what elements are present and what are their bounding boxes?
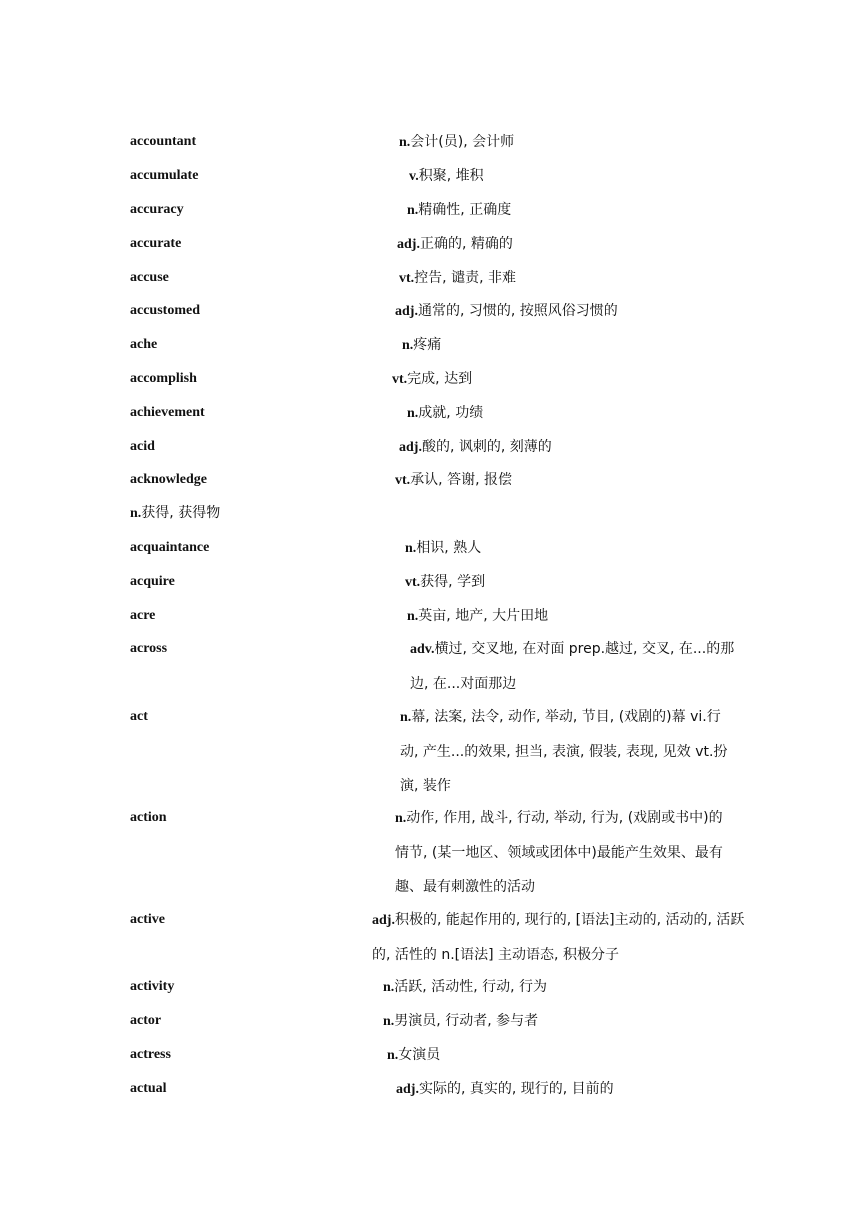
entry-word: accuracy [130, 202, 184, 217]
entry-word: achievement [130, 405, 205, 420]
entry-definition: n.相识, 熟人 [405, 540, 482, 556]
entry-word: across [130, 641, 168, 656]
entry-definition: n.疼痛 [402, 337, 442, 353]
entry-word: actor [130, 1013, 162, 1028]
entry-definition: n.幕, 法案, 法令, 动作, 举动, 节目, (戏剧的)幕 vi.行动, 产生...的效果, 担当, 表演, 假装, 表现, 见效 vt.扮演, 装作 [400, 709, 728, 794]
entry-word: accurate [130, 236, 182, 251]
entry-word: actual [130, 1081, 167, 1096]
entry-definition: adj.正确的, 精确的 [397, 236, 513, 252]
entry-word: acquire [130, 574, 175, 589]
entry-word: acre [130, 608, 156, 623]
entry-word: acquaintance [130, 540, 210, 555]
entry-definition: adj.酸的, 讽刺的, 刻薄的 [399, 439, 552, 455]
entry-word: act [130, 709, 148, 724]
entry-word: acid [130, 439, 155, 454]
entry-word: accomplish [130, 371, 197, 386]
entry-word: accumulate [130, 168, 199, 183]
entry-word: activity [130, 979, 175, 994]
entry-definition: v.积聚, 堆积 [409, 168, 484, 184]
entry-word: acknowledge [130, 472, 207, 487]
entry-word: active [130, 912, 165, 927]
entry-definition: n.女演员 [387, 1047, 441, 1063]
entry-word: actress [130, 1047, 171, 1062]
entry-word: accustomed [130, 303, 200, 318]
entry-definition: n.英亩, 地产, 大片田地 [407, 608, 549, 624]
entry-definition: n.动作, 作用, 战斗, 行动, 举动, 行为, (戏剧或书中)的情节, (某一地区、领域或团体中)最能产生效果、最有趣、最有刺激性的活动 [395, 810, 723, 895]
entry-definition: n.精确性, 正确度 [407, 202, 512, 218]
entry-definition: adv.横过, 交叉地, 在对面 prep.越过, 交叉, 在...的那边, 在...对面那边 [410, 641, 735, 692]
entry-definition: adj.积极的, 能起作用的, 现行的, [语法]主动的, 活动的, 活跃的, 活性的 n.[语法] 主动语态, 积极分子 [372, 912, 745, 963]
entry-definition: vt.完成, 达到 [392, 371, 473, 387]
entry-definition: n.男演员, 行动者, 参与者 [383, 1013, 539, 1029]
entry-definition: n.成就, 功绩 [407, 405, 484, 421]
entry-word: action [130, 810, 167, 825]
entry-word: ache [130, 337, 158, 352]
entry-definition: vt.控告, 谴责, 非难 [399, 270, 516, 286]
entry-definition: adj.实际的, 真实的, 现行的, 目前的 [396, 1081, 614, 1097]
entry-definition: vt.获得, 学到 [405, 574, 486, 590]
entry-definition: n.活跃, 活动性, 行动, 行为 [383, 979, 547, 995]
entry-definition: n.会计(员), 会计师 [399, 134, 515, 150]
entry-definition: vt.承认, 答谢, 报偿 [395, 472, 512, 488]
entry-word: accuse [130, 270, 169, 285]
entry-definition: adj.通常的, 习惯的, 按照风俗习惯的 [395, 303, 618, 319]
orphan-definition: n.获得, 获得物 [130, 505, 221, 521]
entry-word: accountant [130, 134, 197, 149]
